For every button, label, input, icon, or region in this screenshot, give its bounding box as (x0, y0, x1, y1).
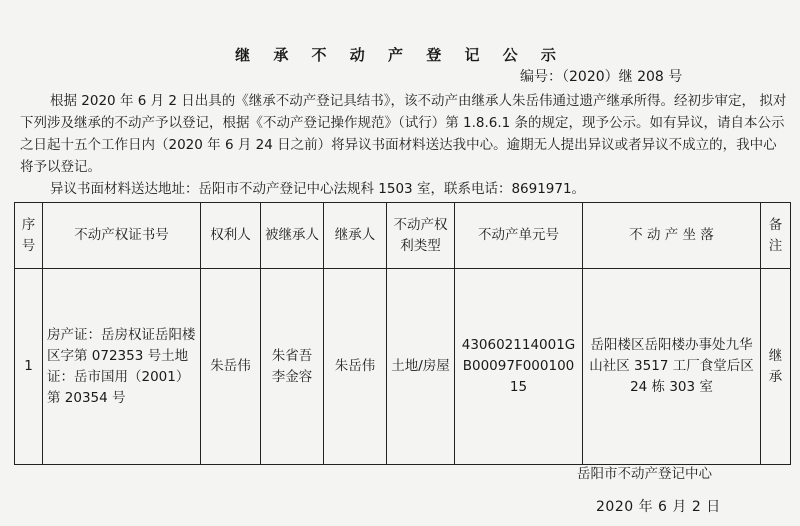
cell-location: 岳阳楼区岳阳楼办事处九华山社区 3517 工厂食堂后区 24 栋 303 室 (583, 269, 761, 465)
header-decedent: 被继承人 (261, 203, 324, 269)
document-number: 编号：（2020）继 208 号 (520, 69, 683, 85)
cell-remarks: 继承 (761, 269, 791, 465)
header-location: 不 动 产 坐 落 (583, 203, 761, 269)
cell-unit-number: 430602114001GB00097F00010015 (455, 269, 583, 465)
table-row (15, 269, 791, 465)
header-unit-number: 不动产单元号 (455, 203, 583, 269)
header-serial: 序号 (15, 203, 43, 269)
header-remarks: 备注 (761, 203, 791, 269)
cell-serial: 1 (15, 269, 43, 465)
header-certificate-number: 不动产权证书号 (43, 203, 201, 269)
header-right-type: 不动产权利类型 (387, 203, 455, 269)
issue-date: 2020 年 6 月 2 日 (596, 499, 721, 515)
cell-right-holder: 朱岳伟 (201, 269, 261, 465)
table-header-row (15, 203, 791, 269)
cell-certificate-number: 房产证：岳房权证岳阳楼区字第 072353 号土地证：岳市国用（2001）第 20354 号 (43, 269, 201, 465)
notice-body-paragraph: 根据 2020 年 6 月 2 日出具的《继承不动产登记具结书》，该不动产由继承人朱岳伟通过遗产继承所得。经初步审定， 拟对下列涉及继承的不动产予以登记，根据《不动产登记操作规范》（试行）第 1.8.6.1 条的规定，现予公示。如有异议，请自本公示之日起十五个工作日内（2020 年 6 月 24 日之前）将异议书面材料送达我中心。逾期无人提出异议或者异议不成立的，我中心将予以登记。 (20, 93, 787, 175)
objection-address-paragraph: 异议书面材料送达地址：岳阳市不动产登记中心法规科 1503 室，联系电话：8691971。 (50, 181, 586, 197)
issuing-organization: 岳阳市不动产登记中心 (577, 466, 712, 482)
header-heir: 继承人 (324, 203, 387, 269)
header-right-holder: 权利人 (201, 203, 261, 269)
cell-heir: 朱岳伟 (324, 269, 387, 465)
notice-title: 继 承 不 动 产 登 记 公 示 (235, 46, 565, 64)
cell-decedent: 朱省吾 李金容 (261, 269, 324, 465)
property-table (14, 202, 791, 465)
cell-right-type: 土地/房屋 (387, 269, 455, 465)
